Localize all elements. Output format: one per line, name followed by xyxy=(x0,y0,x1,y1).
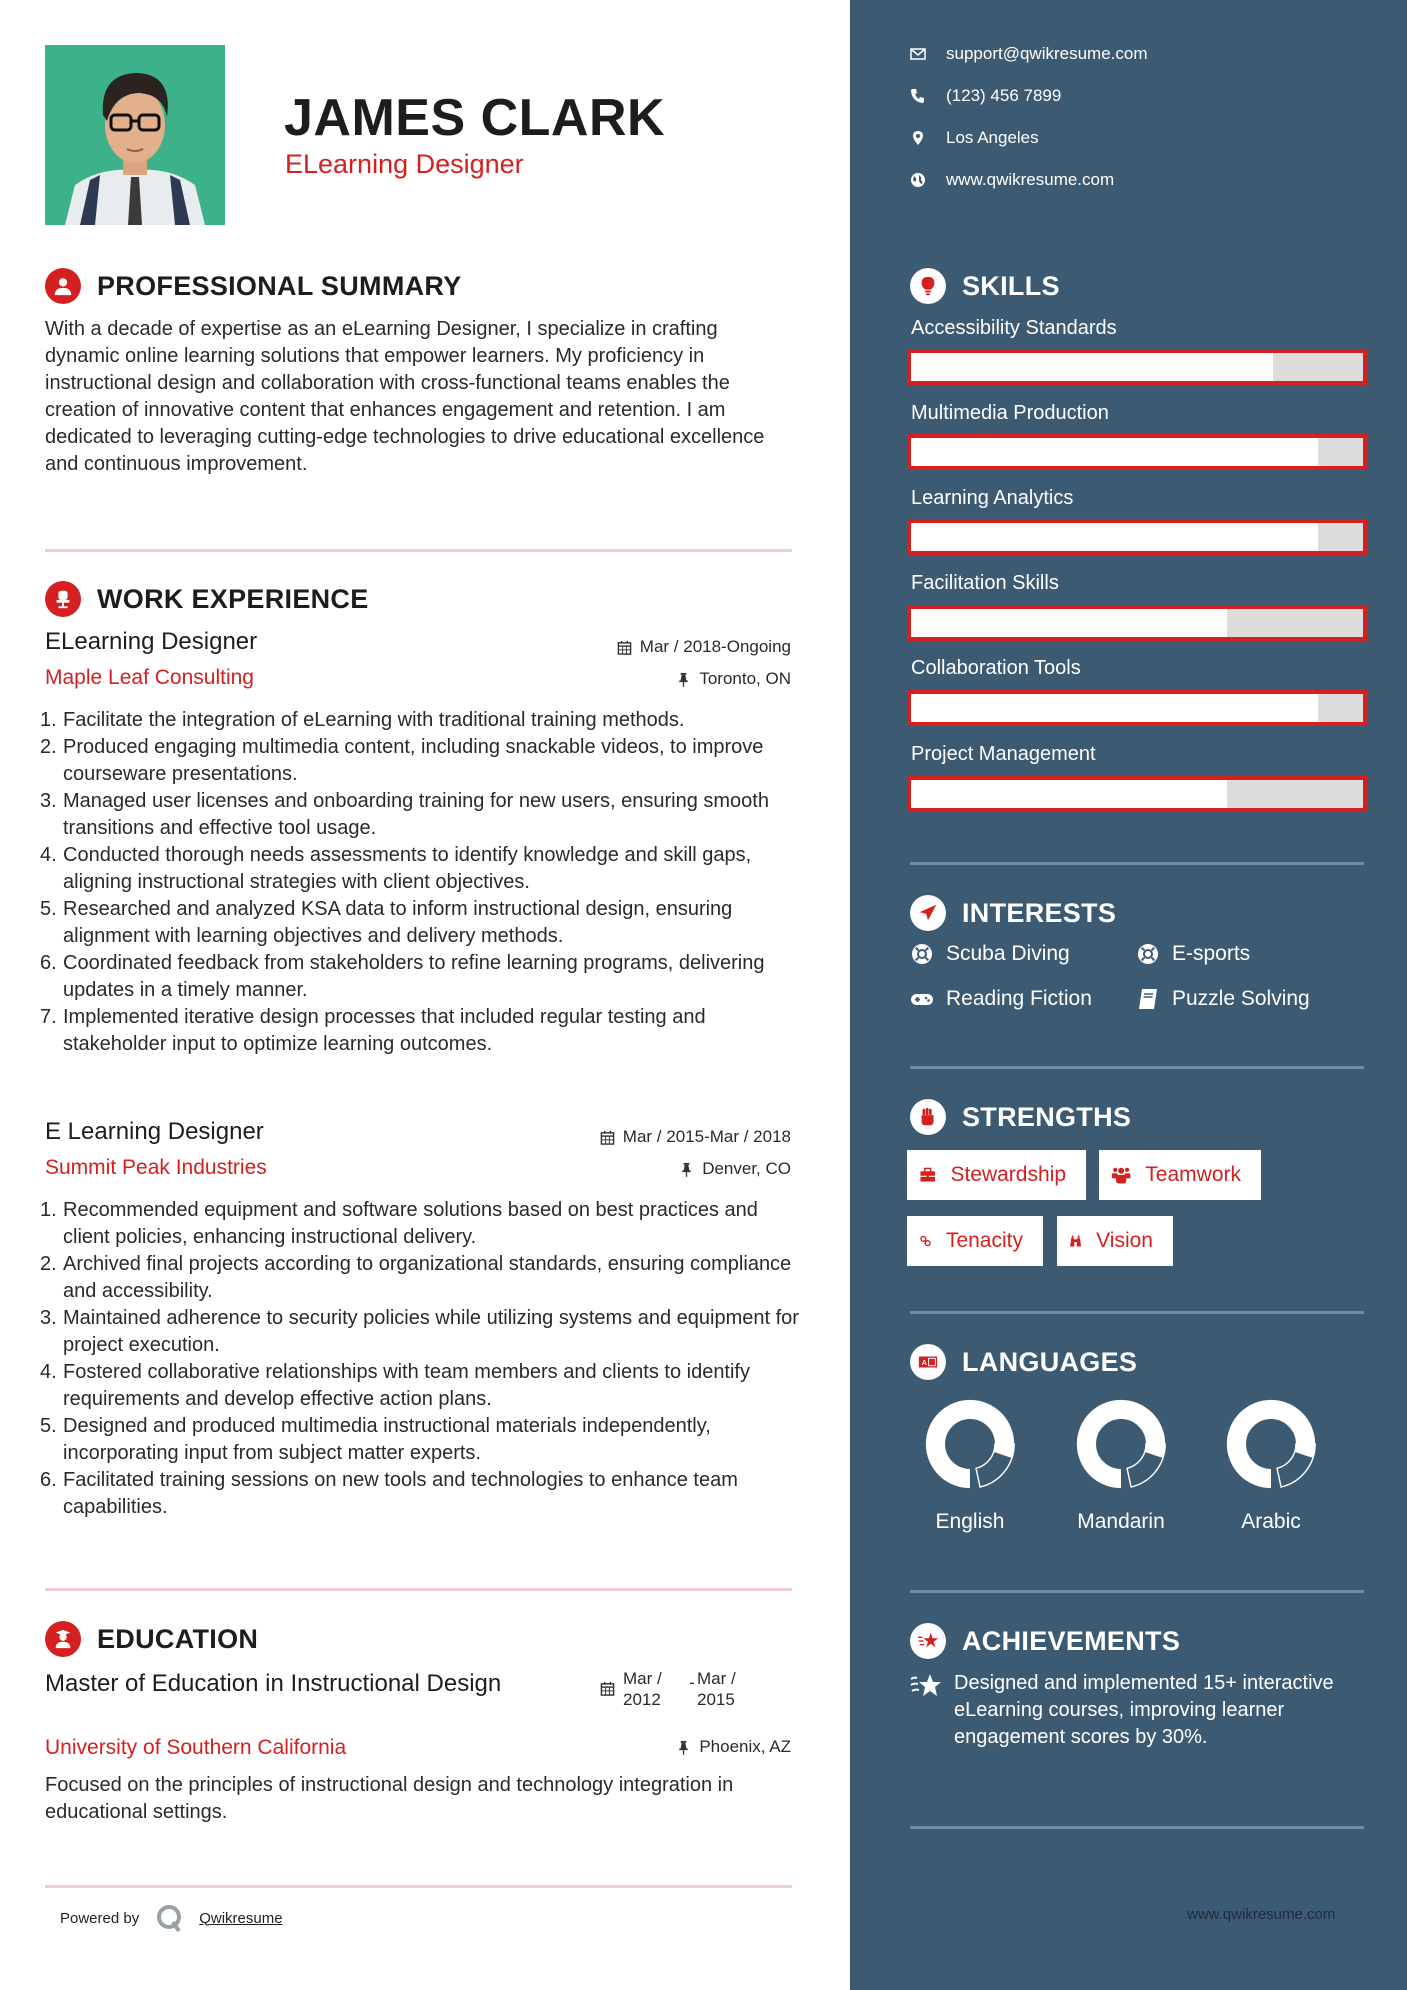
users-icon xyxy=(1111,1163,1131,1187)
link-icon xyxy=(919,1229,932,1253)
strengths-heading xyxy=(910,1099,1131,1135)
school-name: University of Southern California xyxy=(45,1736,347,1759)
shooting-star-icon xyxy=(910,1670,942,1702)
qwikresume-logo-icon xyxy=(155,1903,185,1933)
strength-label: Vision xyxy=(1096,1229,1153,1252)
education-location xyxy=(676,1737,791,1757)
phone-icon xyxy=(910,88,926,104)
education-heading xyxy=(45,1621,258,1657)
skill-bar xyxy=(907,776,1367,812)
section-divider xyxy=(910,1311,1364,1314)
qwikresume-link[interactable]: Qwikresume xyxy=(199,1909,283,1927)
education-end: - Mar / 2015 xyxy=(697,1668,743,1710)
avatar xyxy=(45,45,225,225)
list-item: 5. Designed and produced multimedia instructional materials independently, incorporating input from subject matter experts. xyxy=(40,1415,711,1464)
job-location-text: Denver, CO xyxy=(702,1159,791,1178)
user-icon xyxy=(45,268,81,304)
strengths-title: STRENGTHS xyxy=(962,1101,1132,1132)
fist-icon xyxy=(910,1099,946,1135)
achievements-title: ACHIEVEMENTS xyxy=(962,1625,1181,1656)
company-name: Maple Leaf Consulting xyxy=(45,666,254,689)
calendar-icon xyxy=(617,640,632,655)
website-text[interactable]: www.qwikresume.com xyxy=(946,170,1115,189)
interest-item xyxy=(910,942,1070,966)
email-text[interactable]: support@qwikresume.com xyxy=(946,44,1148,63)
experience-title: WORK EXPERIENCE xyxy=(97,583,369,614)
summary-text: With a decade of expertise as an eLearning Designer, I specialize in crafting dynamic online learning solutions that empower learners. My proficiency in instructional design and collaboration with cross-functional teams enables the creation of innovative content that enhances engagement and retention. I am dedicated to leveraging cutting-edge technologies to drive educational excellence and continuous improvement. xyxy=(45,318,765,475)
skill-label: Accessibility Standards xyxy=(911,317,1117,339)
interest-label: E-sports xyxy=(1172,942,1251,965)
map-marker-icon xyxy=(910,130,926,146)
achievements-heading xyxy=(910,1623,1180,1659)
section-divider xyxy=(910,1590,1364,1593)
list-item: 3. Managed user licenses and onboarding training for new users, ensuring smooth transitions and effective tool usage. xyxy=(40,790,769,839)
skill-label: Project Management xyxy=(911,743,1096,765)
skill-bar-fill xyxy=(911,780,1227,808)
education-dates xyxy=(600,1668,743,1710)
job-title: E Learning Designer xyxy=(45,1118,264,1145)
education-title: EDUCATION xyxy=(97,1623,259,1654)
list-item: 7. Implemented iterative design processes that included regular testing and stakeholder input to optimize learning outcomes. xyxy=(40,1006,706,1055)
achievement-item xyxy=(910,1670,1364,1751)
strength-tag xyxy=(1057,1216,1173,1266)
skill-bar-fill xyxy=(911,694,1318,722)
skill-label: Learning Analytics xyxy=(911,487,1074,509)
interest-label: Puzzle Solving xyxy=(1172,987,1310,1010)
pushpin-icon xyxy=(676,1740,691,1755)
list-item: 2. Produced engaging multimedia content, including snackable videos, to improve courseware presentations. xyxy=(40,736,764,785)
list-item: 6. Facilitated training sessions on new tools and technologies to enhance team capabilities. xyxy=(40,1469,738,1518)
interests-title: INTERESTS xyxy=(962,897,1117,928)
job-location xyxy=(676,669,791,689)
skill-bar-fill xyxy=(911,353,1273,381)
job-location-text: Toronto, ON xyxy=(699,669,791,688)
list-item: 5. Researched and analyzed KSA data to inform instructional design, ensuring alignment with learning objectives and delivery methods. xyxy=(40,898,733,947)
skills-title: SKILLS xyxy=(962,270,1060,301)
job-dates-text: Mar / 2018-Ongoing xyxy=(639,637,791,656)
education-location-text: Phoenix, AZ xyxy=(699,1737,791,1756)
globe-icon xyxy=(910,172,926,188)
language-donut-chart xyxy=(1223,1396,1319,1492)
candidate-name: JAMES CLARK xyxy=(284,89,666,147)
contact-location xyxy=(910,128,1039,148)
strength-label: Teamwork xyxy=(1145,1163,1241,1186)
interests-heading xyxy=(910,895,1116,931)
pushpin-icon xyxy=(676,672,691,687)
list-item: 6. Coordinated feedback from stakeholders to refine learning programs, delivering updates in a timely manner. xyxy=(40,952,765,1001)
calendar-icon xyxy=(600,1130,615,1145)
skill-label: Collaboration Tools xyxy=(911,657,1081,679)
graduate-icon xyxy=(45,1621,81,1657)
job-responsibilities xyxy=(40,1197,800,1521)
language-label: English xyxy=(935,1510,1005,1533)
language-item xyxy=(1066,1396,1176,1534)
book-icon xyxy=(1136,987,1160,1011)
skill-bar xyxy=(907,349,1367,385)
life-ring-icon xyxy=(1136,942,1160,966)
education-description: Focused on the principles of instructional design and technology integration in educational settings. xyxy=(45,1774,734,1823)
briefcase-icon xyxy=(919,1163,936,1187)
lightbulb-icon xyxy=(910,268,946,304)
paper-plane-icon xyxy=(910,895,946,931)
company-name: Summit Peak Industries xyxy=(45,1156,267,1179)
job-dates-text: Mar / 2015-Mar / 2018 xyxy=(622,1127,791,1146)
strength-tag xyxy=(1099,1150,1261,1200)
list-item: 3. Maintained adherence to security policies while utilizing systems and equipment for project execution. xyxy=(40,1307,799,1356)
section-divider xyxy=(910,862,1364,865)
summary-title: PROFESSIONAL SUMMARY xyxy=(97,270,462,301)
section-divider xyxy=(45,1588,792,1591)
job-title: ELearning Designer xyxy=(45,628,258,655)
skill-bar-fill xyxy=(911,438,1318,466)
strength-tag xyxy=(907,1150,1086,1200)
job-responsibilities xyxy=(40,707,800,1058)
languages-heading xyxy=(910,1344,1137,1380)
life-ring-icon xyxy=(910,942,934,966)
experience-heading xyxy=(45,581,369,617)
languages-title: LANGUAGES xyxy=(962,1346,1138,1377)
candidate-title: ELearning Designer xyxy=(285,149,524,179)
location-text: Los Angeles xyxy=(946,128,1039,147)
section-divider xyxy=(45,1885,792,1888)
chair-icon xyxy=(45,581,81,617)
strength-label: Tenacity xyxy=(945,1229,1023,1252)
skill-bar xyxy=(907,434,1367,470)
skill-bar-fill xyxy=(911,609,1227,637)
list-item: 4. Conducted thorough needs assessments to identify knowledge and skill gaps, aligning instructional strategies with client objectives. xyxy=(40,844,752,893)
strength-tag xyxy=(907,1216,1043,1266)
language-item xyxy=(1216,1396,1326,1534)
interest-item xyxy=(1136,942,1250,966)
skill-bar xyxy=(907,690,1367,726)
list-item: 2. Archived final projects according to organizational standards, ensuring compliance and accessibility. xyxy=(40,1253,792,1302)
list-item: 1. Recommended equipment and software solutions based on best practices and client policies, enhancing instructional delivery. xyxy=(40,1199,758,1248)
interest-label: Reading Fiction xyxy=(946,987,1092,1010)
profile-photo xyxy=(45,45,225,225)
contact-email xyxy=(910,44,1148,64)
language-donut-chart xyxy=(922,1396,1018,1492)
contact-website xyxy=(910,170,1114,190)
skill-bar-fill xyxy=(911,523,1318,551)
language-label: Arabic xyxy=(1241,1510,1301,1533)
footer-website[interactable]: www.qwikresume.com xyxy=(1187,1906,1336,1923)
skills-heading xyxy=(910,268,1060,304)
powered-by-label: Powered by xyxy=(60,1909,140,1927)
calendar-icon xyxy=(600,1681,615,1696)
contact-phone xyxy=(910,86,1061,106)
powered-by xyxy=(60,1903,283,1933)
degree-title: Master of Education in Instructional Design xyxy=(45,1670,502,1697)
interest-item xyxy=(910,987,1092,1011)
binoculars-icon xyxy=(1069,1229,1082,1253)
job-dates xyxy=(600,1127,791,1147)
section-divider xyxy=(910,1826,1364,1829)
language-icon xyxy=(910,1344,946,1380)
shooting-star-icon xyxy=(910,1623,946,1659)
skill-bar xyxy=(907,605,1367,641)
interest-item xyxy=(1136,987,1310,1011)
list-item: 1. Facilitate the integration of eLearning with traditional training methods. xyxy=(40,709,685,731)
achievement-text: Designed and implemented 15+ interactive eLearning courses, improving learner engagement scores by 30%. xyxy=(954,1672,1334,1748)
language-label: Mandarin xyxy=(1077,1510,1165,1533)
language-item xyxy=(915,1396,1025,1534)
job-dates xyxy=(617,637,791,657)
section-divider xyxy=(910,1066,1364,1069)
strength-label: Stewardship xyxy=(950,1163,1066,1186)
job-location xyxy=(679,1159,791,1179)
gamepad-icon xyxy=(910,987,934,1011)
interest-label: Scuba Diving xyxy=(946,942,1070,965)
skill-bar xyxy=(907,519,1367,555)
envelope-icon xyxy=(910,46,926,62)
svg-text:A: A xyxy=(921,1358,927,1368)
language-donut-chart xyxy=(1073,1396,1169,1492)
summary-heading xyxy=(45,268,462,304)
education-start: Mar / 2012 xyxy=(623,1669,662,1709)
skill-label: Multimedia Production xyxy=(911,402,1109,424)
section-divider xyxy=(45,549,792,552)
phone-text: (123) 456 7899 xyxy=(946,86,1062,105)
skill-label: Facilitation Skills xyxy=(911,572,1059,594)
list-item: 4. Fostered collaborative relationships with team members and clients to identify requirements and develop effective action plans. xyxy=(40,1361,750,1410)
pushpin-icon xyxy=(679,1162,694,1177)
